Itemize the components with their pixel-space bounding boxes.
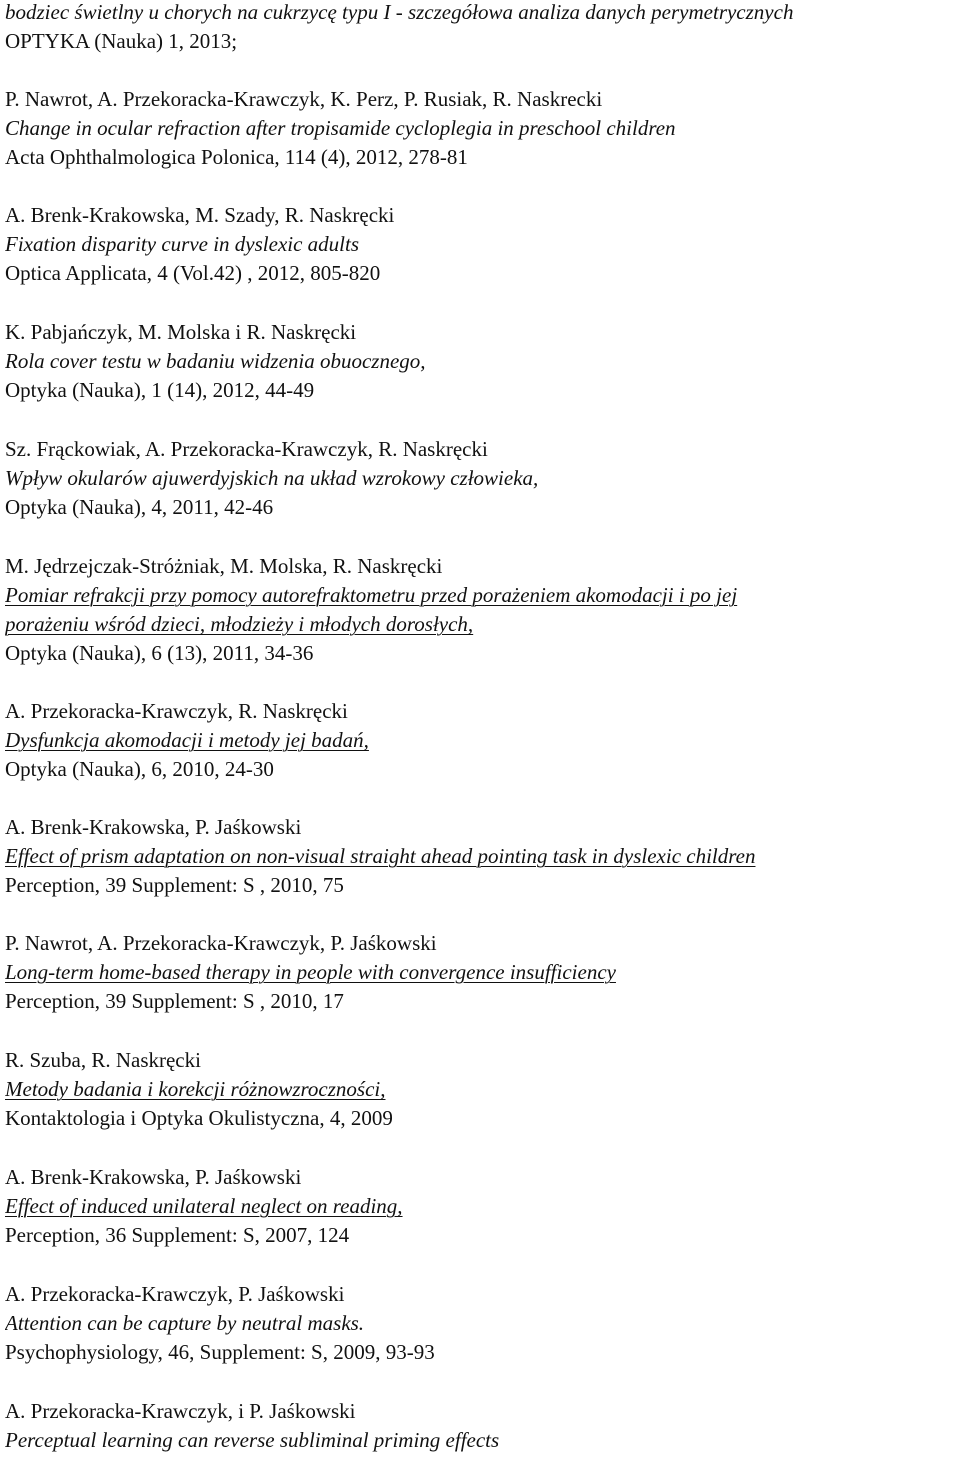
entry-authors: A. Brenk-Krakowska, M. Szady, R. Naskręcki bbox=[5, 203, 395, 227]
entry-authors: P. Nawrot, A. Przekoracka-Krawczyk, K. Perz, P. Rusiak, R. Naskrecki bbox=[5, 87, 603, 111]
entry-title: Dysfunkcja akomodacji i metody jej badań, bbox=[5, 728, 369, 752]
entry-title: bodziec świetlny u chorych na cukrzycę typu I - szczegółowa analiza danych perymetrycznych bbox=[5, 0, 794, 24]
entry-title: Pomiar refrakcji przy pomocy autorefraktometru przed porażeniem akomodacji i po jej bbox=[5, 583, 738, 607]
entry-title: Long-term home-based therapy in people with convergence insufficiency bbox=[5, 960, 616, 984]
entry-title: Rola cover testu w badaniu widzenia obuocznego, bbox=[5, 349, 426, 373]
entry-venue: Kontaktologia i Optyka Okulistyczna, 4, 2009 bbox=[5, 1106, 393, 1130]
entry-venue: Optica Applicata, 4 (Vol.42) , 2012, 805-820 bbox=[5, 261, 381, 285]
entry-venue: Perception, 36 Supplement: S, 2007, 124 bbox=[5, 1223, 350, 1247]
entry-venue: Optyka (Nauka), 6, 2010, 24-30 bbox=[5, 757, 274, 781]
entry-authors: M. Jędrzejczak-Stróżniak, M. Molska, R. Naskręcki bbox=[5, 554, 443, 578]
entry-authors: A. Przekoracka-Krawczyk, R. Naskręcki bbox=[5, 699, 348, 723]
entry-authors: A. Przekoracka-Krawczyk, i P. Jaśkowski bbox=[5, 1399, 356, 1423]
entry-title: Change in ocular refraction after tropisamide cycloplegia in preschool children bbox=[5, 116, 676, 140]
entry-authors: A. Brenk-Krakowska, P. Jaśkowski bbox=[5, 815, 302, 839]
entry-authors: A. Brenk-Krakowska, P. Jaśkowski bbox=[5, 1165, 302, 1189]
entry-title: Effect of prism adaptation on non-visual straight ahead pointing task in dyslexic children bbox=[5, 844, 756, 868]
entry-authors: R. Szuba, R. Naskręcki bbox=[5, 1048, 201, 1072]
entry-venue: Perception, 39 Supplement: S , 2010, 17 bbox=[5, 989, 344, 1013]
entry-venue: Psychophysiology, 46, Supplement: S, 2009, 93-93 bbox=[5, 1340, 435, 1364]
entry-venue: Optyka (Nauka), 4, 2011, 42-46 bbox=[5, 495, 274, 519]
entry-authors: Sz. Frąckowiak, A. Przekoracka-Krawczyk, R. Naskręcki bbox=[5, 437, 488, 461]
entry-venue: Optyka (Nauka), 1 (14), 2012, 44-49 bbox=[5, 378, 315, 402]
entry-title: porażeniu wśród dzieci, młodzieży i młodych dorosłych, bbox=[5, 612, 474, 636]
entry-title: Fixation disparity curve in dyslexic adults bbox=[5, 232, 360, 256]
entry-title: Effect of induced unilateral neglect on reading, bbox=[5, 1194, 403, 1218]
entry-title: Attention can be capture by neutral masks. bbox=[5, 1311, 365, 1335]
entry-venue: Perception, 39 Supplement: S , 2010, 75 bbox=[5, 873, 344, 897]
entry-title: Wpływ okularów ajuwerdyjskich na układ wzrokowy człowieka, bbox=[5, 466, 539, 490]
entry-venue: Optyka (Nauka), 6 (13), 2011, 34-36 bbox=[5, 641, 314, 665]
entry-title: Metody badania i korekcji różnowzroczności, bbox=[5, 1077, 386, 1101]
entry-authors: A. Przekoracka-Krawczyk, P. Jaśkowski bbox=[5, 1282, 345, 1306]
entry-authors: K. Pabjańczyk, M. Molska i R. Naskręcki bbox=[5, 320, 357, 344]
entry-title: Perceptual learning can reverse subliminal priming effects bbox=[5, 1428, 500, 1452]
publication-list bbox=[5, 0, 955, 1460]
entry-authors: P. Nawrot, A. Przekoracka-Krawczyk, P. Jaśkowski bbox=[5, 931, 437, 955]
entry-venue: Acta Ophthalmologica Polonica, 114 (4), 2012, 278-81 bbox=[5, 145, 468, 169]
entry-venue: OPTYKA (Nauka) 1, 2013; bbox=[5, 29, 238, 53]
